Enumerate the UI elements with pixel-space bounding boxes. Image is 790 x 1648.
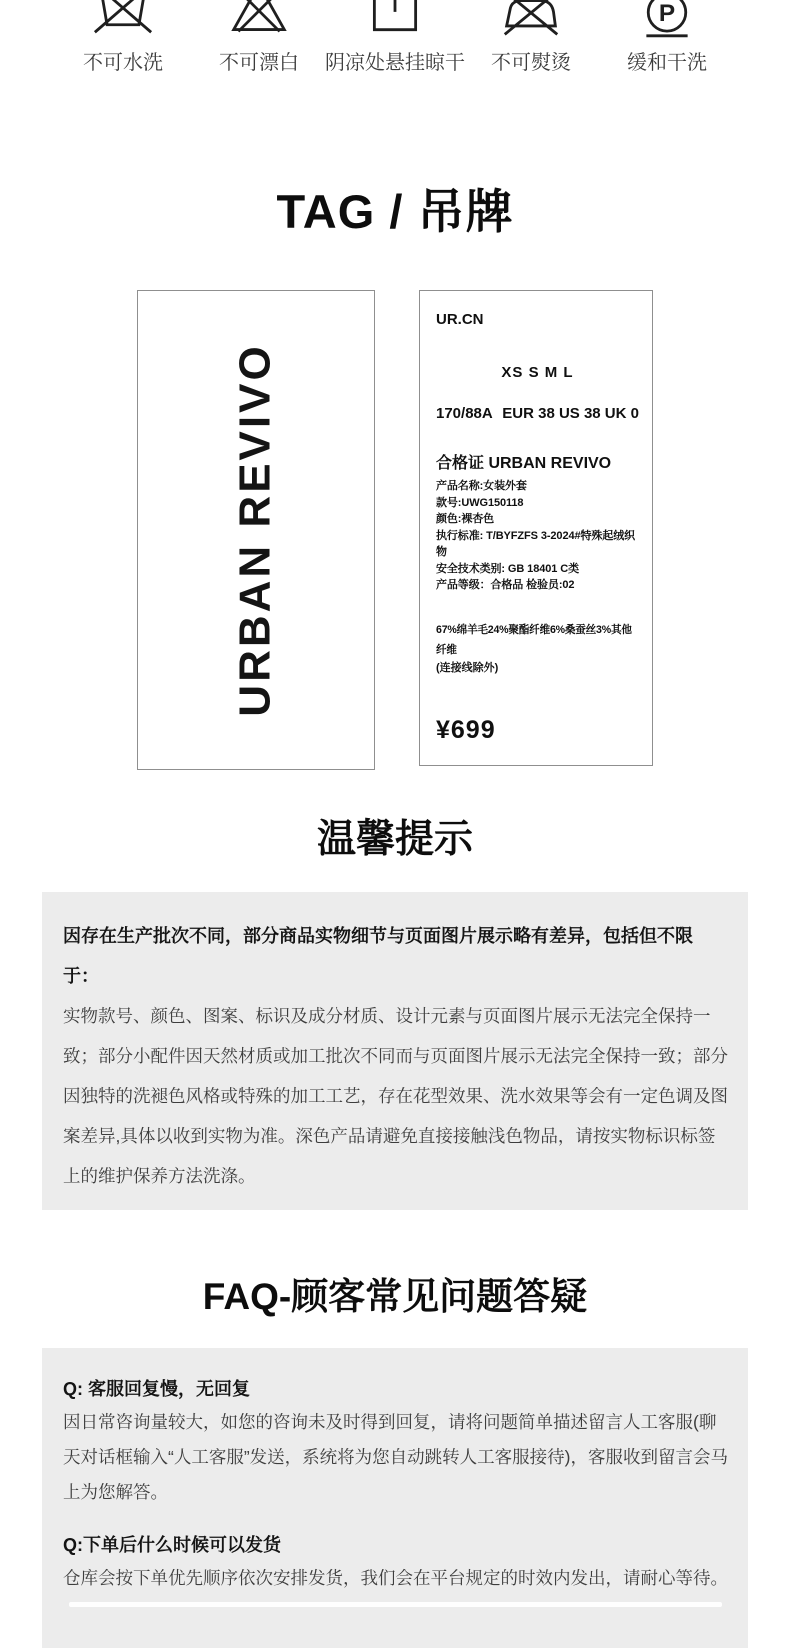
tag-detail-standard: 执行标准: T/BYFZFS 3-2024#特殊起绒织物	[436, 529, 635, 558]
faq-answer-2: 仓库会按下单优先顺序依次安排发货，我们会在平台规定的时效内发出，请耐心等待。	[63, 1568, 728, 1588]
care-symbols-row	[0, 0, 790, 75]
tag-composition-note: (连接线除外)	[436, 661, 499, 674]
tag-detail-product-name: 产品名称:女装外套	[436, 480, 527, 492]
care-label: 不可漂白	[219, 52, 299, 74]
care-label: 缓和干洗	[627, 52, 707, 74]
care-item-no-bleach	[219, 0, 299, 75]
tag-detail-safety-class: 安全技术类别: GB 18401 C类	[436, 562, 579, 575]
hang-tags-row	[0, 290, 790, 770]
no-iron-icon	[501, 0, 561, 40]
faq-answer-1: 因日常咨询量较大，如您的咨询未及时得到回复，请将问题简单描述留言人工客服(聊天对话框输入“人工客服”发送，系统将为您自动跳转人工客服接待)，客服收到留言会马上为您解答。	[63, 1412, 728, 1502]
tag-cert-title: 合格证 URBAN REVIVO	[436, 455, 612, 472]
care-label: 不可水洗	[83, 52, 163, 74]
hang-tag-front	[137, 290, 375, 770]
care-item-no-wash	[83, 0, 163, 75]
notice-box	[42, 892, 748, 1210]
faq-section-title: FAQ-顾客常见问题答疑	[202, 1276, 588, 1317]
tag-intl-sizes: EUR 38 US 38 UK 0	[502, 405, 639, 422]
faq-question-2: Q:下单后什么时候可以发货	[63, 1535, 281, 1555]
hang-tag-back	[419, 290, 653, 766]
no-wash-icon	[93, 0, 153, 40]
gentle-dryclean-icon	[637, 0, 697, 40]
care-label: 阴凉处悬挂晾干	[325, 52, 465, 74]
tag-site-url: UR.CN	[436, 311, 484, 328]
hang-dry-icon	[365, 0, 425, 40]
notice-body-text: 实物款号、颜色、图案、标识及成分材质、设计元素与页面图片展示无法完全保持一致；部分小配件因天然材质或加工批次不同而与页面图片展示无法完全保持一致；部分因独特的洗褪色风格或特殊的加工工艺，存在花型效果、洗水效果等会有一定色调及图案差异,具体以收到实物为准。深色产品请避免直接接触浅色物品，请按实物标识标签上的维护保养方法洗涤。	[63, 1006, 728, 1186]
brand-vertical-text: URBAN REVIVO	[231, 343, 280, 717]
tag-detail-style-no: 款号:UWG150118	[436, 496, 524, 509]
notice-lead-text: 因存在生产批次不同，部分商品实物细节与页面图片展示略有差异，包括但不限于：	[63, 926, 693, 986]
notice-section-title: 温馨提示	[316, 818, 473, 861]
no-bleach-icon	[229, 0, 289, 40]
svg-text:P: P	[658, 0, 676, 27]
tag-detail-grade: 产品等级：合格品 检验员:02	[436, 579, 575, 591]
tag-detail-lines	[436, 478, 639, 594]
tag-size-code: 170/88A	[436, 405, 493, 422]
tag-composition: 67%绵羊毛24%聚酯纤维6%桑蚕丝3%其他纤维	[436, 623, 632, 656]
tag-size-row	[436, 405, 639, 422]
tag-price: ¥699	[436, 715, 496, 744]
tag-section-title: TAG / 吊牌	[276, 185, 514, 238]
care-label: 不可熨烫	[491, 52, 571, 74]
care-item-hang-dry	[325, 0, 465, 75]
care-item-no-iron	[491, 0, 571, 75]
tag-detail-color: 颜色:裸杏色	[436, 513, 495, 525]
tag-size-range: XS S M L	[501, 364, 574, 381]
faq-question-1: Q: 客服回复慢，无回复	[63, 1379, 250, 1399]
faq-box	[42, 1348, 748, 1648]
faq-divider	[69, 1602, 722, 1607]
care-item-gentle-dryclean	[627, 0, 707, 75]
